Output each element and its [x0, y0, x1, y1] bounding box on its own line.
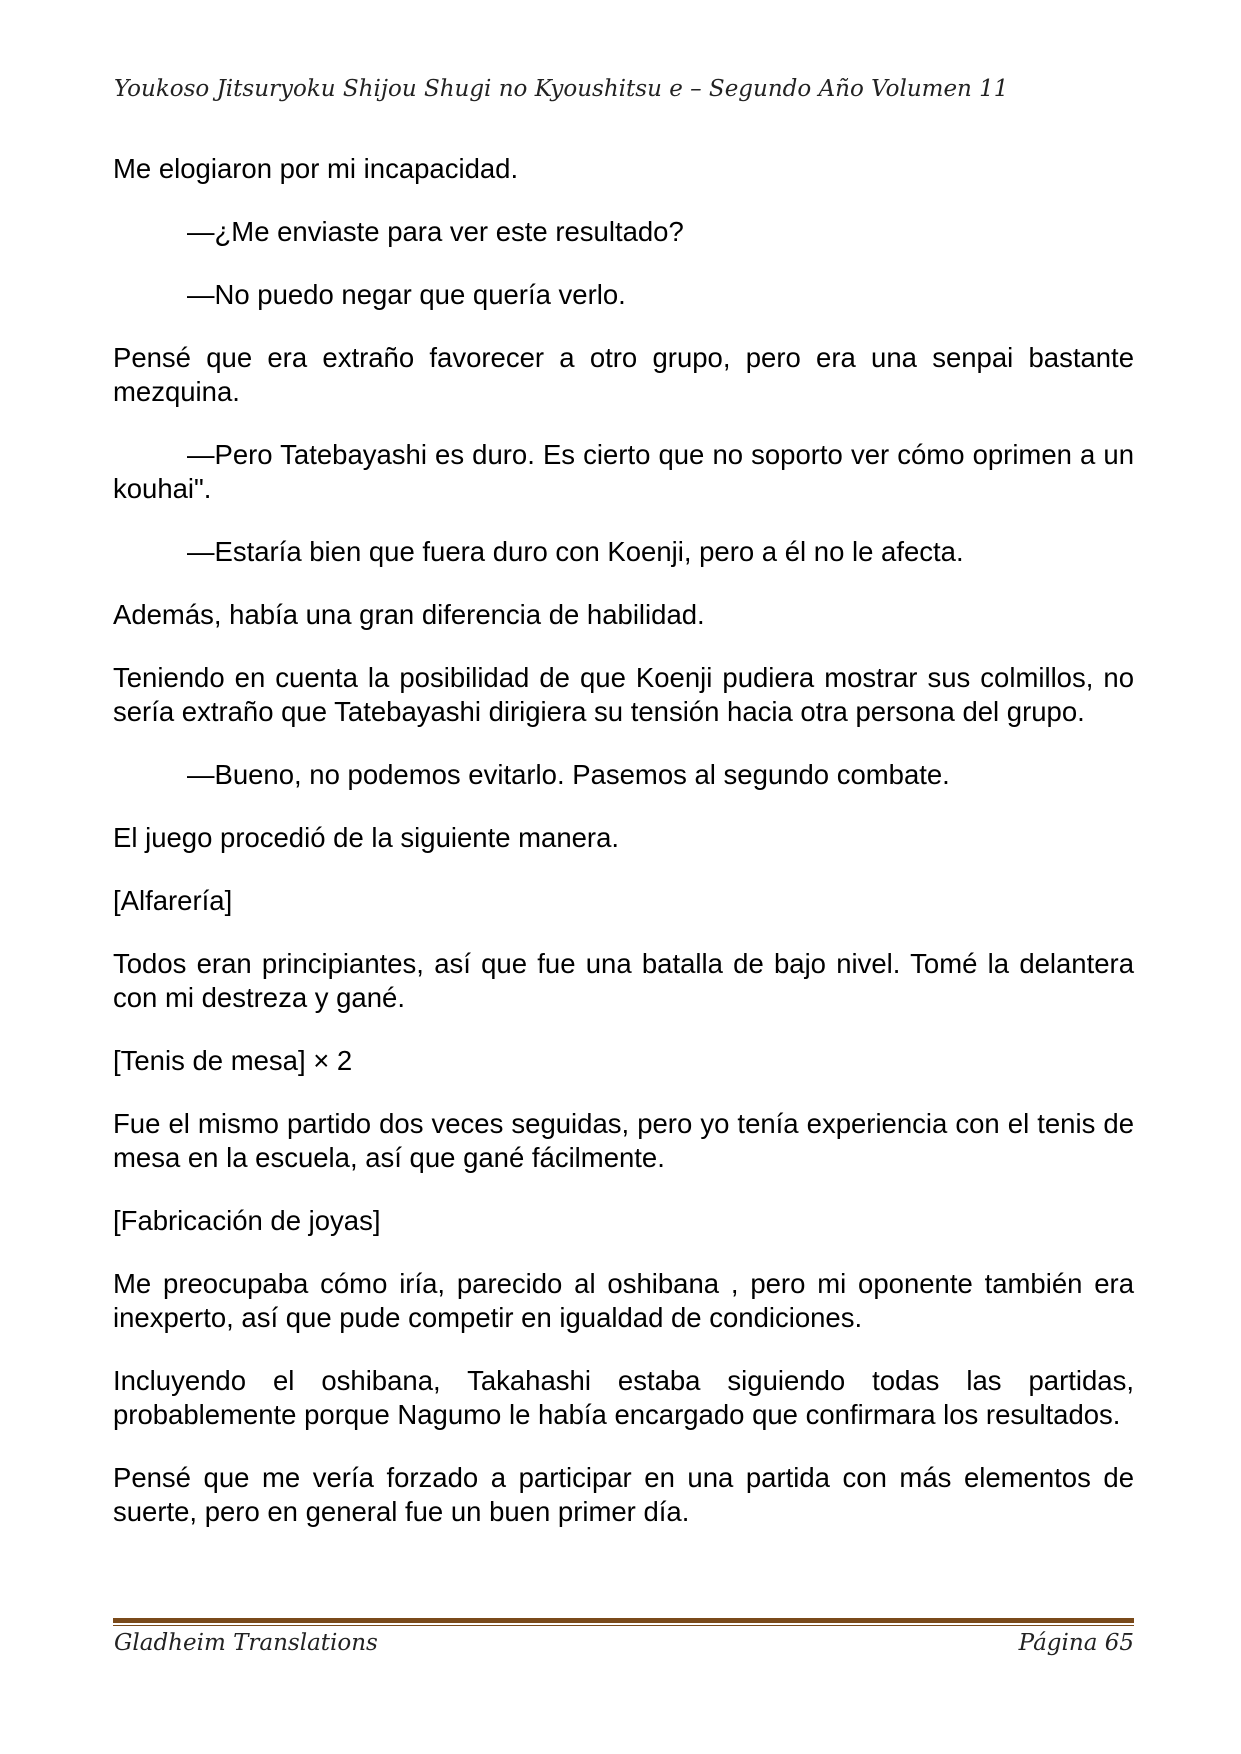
- paragraph: Fue el mismo partido dos veces seguidas, pero yo tenía experiencia con el tenis de mesa en la escuela, así que gané fácilmente.: [113, 1108, 1134, 1173]
- footer-rule: [113, 1618, 1134, 1626]
- paragraph: Me preocupaba cómo iría, parecido al oshibana , pero mi oponente también era inexperto, así que pude competir en igualdad de condiciones.: [113, 1268, 1134, 1333]
- section-label: [Fabricación de joyas]: [113, 1205, 381, 1236]
- page-footer: [114, 1630, 1134, 1662]
- paragraph: Teniendo en cuenta la posibilidad de que Koenji pudiera mostrar sus colmillos, no sería extraño que Tatebayashi dirigiera su tensión hacia otra persona del grupo.: [113, 662, 1134, 727]
- dialogue-paragraph: —Pero Tatebayashi es duro. Es cierto que no soporto ver cómo oprimen a un kouhai".: [113, 439, 1134, 504]
- paragraph: Todos eran principiantes, así que fue una batalla de bajo nivel. Tomé la delantera con mi destreza y gané.: [113, 948, 1134, 1013]
- footer-rule-thin: [113, 1625, 1134, 1626]
- dialogue-paragraph: —No puedo negar que quería verlo.: [187, 279, 626, 310]
- paragraph: Además, había una gran diferencia de habilidad.: [113, 599, 705, 630]
- footer-translator: Gladheim Translations: [114, 1630, 378, 1656]
- dialogue-paragraph: —Bueno, no podemos evitarlo. Pasemos al segundo combate.: [187, 759, 950, 790]
- paragraph: Pensé que me vería forzado a participar en una partida con más elementos de suerte, pero en general fue un buen primer día.: [113, 1462, 1134, 1527]
- paragraph: Pensé que era extraño favorecer a otro grupo, pero era una senpai bastante mezquina.: [113, 342, 1134, 407]
- paragraph: El juego procedió de la siguiente manera.: [113, 822, 620, 853]
- footer-rule-thick: [113, 1618, 1134, 1623]
- dialogue-paragraph: —Estaría bien que fuera duro con Koenji, pero a él no le afecta.: [187, 536, 964, 567]
- page-number: Página 65: [1018, 1630, 1134, 1656]
- paragraph: Incluyendo el oshibana, Takahashi estaba siguiendo todas las partidas, probablemente porque Nagumo le había encargado que confirmara los resultados.: [113, 1365, 1134, 1430]
- section-label: [Tenis de mesa] × 2: [113, 1045, 353, 1076]
- paragraph: Me elogiaron por mi incapacidad.: [113, 153, 519, 184]
- dialogue-paragraph: —¿Me enviaste para ver este resultado?: [187, 216, 684, 247]
- running-header: Youkoso Jitsuryoku Shijou Shugi no Kyoushitsu e – Segundo Año Volumen 11: [114, 76, 1009, 102]
- section-label: [Alfarería]: [113, 885, 233, 916]
- body-text: [113, 152, 1134, 1558]
